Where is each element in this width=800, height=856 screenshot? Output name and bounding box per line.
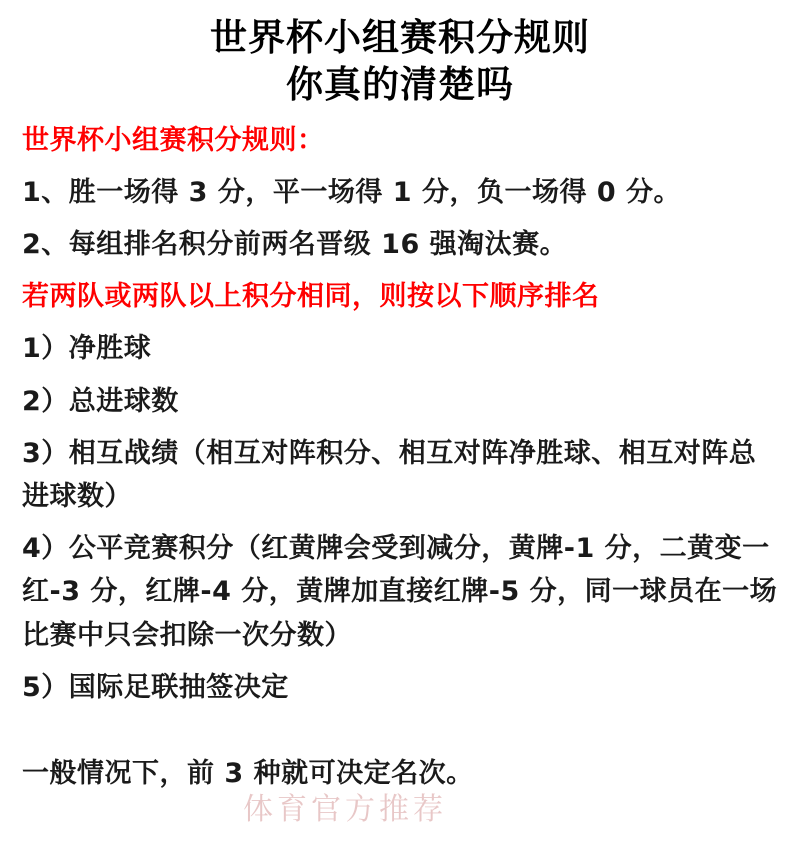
closing-note: 一般情况下，前 3 种就可决定名次。 — [22, 757, 474, 789]
rule-item-1: 1、胜一场得 3 分，平一场得 1 分，负一场得 0 分。 — [22, 176, 682, 208]
section-spacer — [22, 718, 778, 752]
page-title — [22, 14, 778, 109]
section-heading-scoring-rules: 世界杯小组赛积分规则： — [22, 124, 325, 156]
tiebreak-item-2: 2）总进球数 — [22, 385, 179, 417]
section-heading-tiebreakers: 若两队或两队以上积分相同，则按以下顺序排名 — [22, 281, 600, 313]
watermark: 体育官方推荐 — [243, 792, 447, 827]
tiebreak-item-3: 3）相互战绩（相互对阵积分、相互对阵净胜球、相互对阵总进球数） — [22, 437, 757, 513]
rule-item-2: 2、每组排名积分前两名晋级 16 强淘汰赛。 — [22, 229, 568, 261]
tiebreak-item-1: 1）净胜球 — [22, 333, 152, 365]
tiebreak-item-5: 5）国际足联抽签决定 — [22, 671, 289, 703]
document-body — [22, 119, 778, 795]
page-title-line-2: 你真的清楚吗 — [286, 63, 514, 107]
page-title-line-1: 世界杯小组赛积分规则 — [210, 16, 590, 59]
tiebreak-item-4: 4）公平竞赛积分（红黄牌会受到减分，黄牌-1 分，二黄变一红-3 分，红牌-4 分，黄牌加直接红牌-5 分，同一球员在一场比赛中只会扣除一次分数） — [22, 533, 778, 651]
